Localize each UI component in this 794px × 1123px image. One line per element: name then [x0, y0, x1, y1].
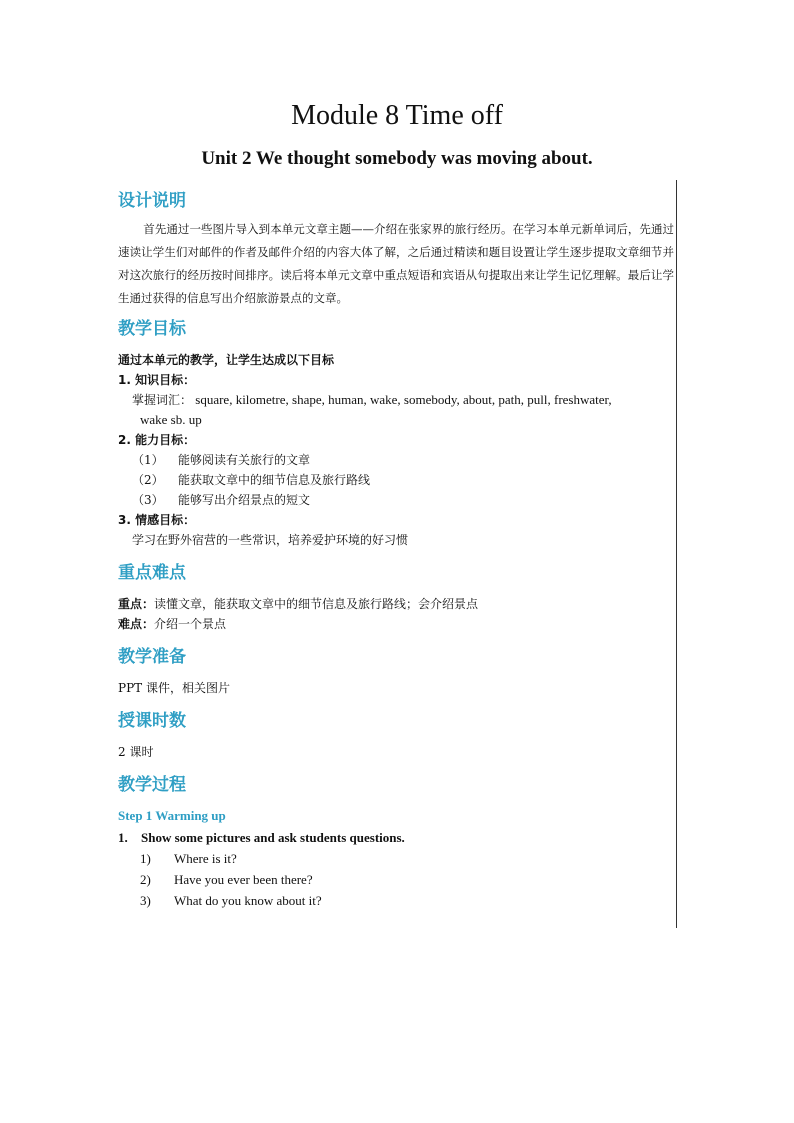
ability-item-num: （2）	[132, 473, 164, 487]
ability-item-text: 能够写出介绍景点的短文	[178, 493, 311, 507]
ability-item	[118, 470, 674, 490]
hours-text: 2 课时	[118, 745, 154, 759]
difficulty-line	[118, 614, 674, 634]
key-point-label: 重点：	[118, 597, 155, 611]
process-item	[118, 828, 674, 848]
knowledge-goal-label: 1. 知识目标：	[118, 373, 196, 387]
ability-goal-label: 2. 能力目标：	[118, 433, 196, 447]
document-title: Module 8 Time off	[291, 100, 503, 131]
ability-item-text: 能够阅读有关旅行的文章	[178, 453, 311, 467]
step-1-heading: Step 1 Warming up	[118, 808, 226, 823]
question-item	[118, 848, 674, 869]
section-heading-process: 教学过程	[118, 775, 186, 795]
ability-item-num: （1）	[132, 453, 164, 467]
process-item-text: Show some pictures and ask students questions.	[141, 830, 405, 845]
question-num: 1)	[140, 851, 151, 866]
lesson-plan-body	[118, 188, 674, 911]
process-item-num: 1.	[118, 830, 128, 845]
difficulty-text: 介绍一个景点	[154, 617, 227, 631]
question-text: Have you ever been there?	[174, 872, 313, 887]
section-heading-design: 设计说明	[118, 191, 186, 211]
emotion-goal-label: 3. 情感目标：	[118, 513, 196, 527]
goals-intro: 通过本单元的教学，让学生达成以下目标	[118, 353, 335, 367]
vocab-line-2: wake sb. up	[140, 412, 202, 427]
ability-item-text: 能获取文章中的细节信息及旅行路线	[178, 473, 371, 487]
ability-item-num: （3）	[132, 493, 164, 507]
question-num: 2)	[140, 872, 151, 887]
unit-subtitle: Unit 2 We thought somebody was moving about.	[201, 148, 593, 169]
section-heading-goals: 教学目标	[118, 319, 186, 339]
ability-item	[118, 490, 674, 510]
section-heading-key-points: 重点难点	[118, 563, 186, 583]
question-item	[118, 869, 674, 890]
ability-item	[118, 450, 674, 470]
margin-rule	[676, 180, 677, 928]
question-text: What do you know about it?	[174, 893, 322, 908]
key-point-text: 读懂文章，能获取文章中的细节信息及旅行路线；会介绍景点	[154, 597, 479, 611]
design-paragraph: 首先通过一些图片导入到本单元文章主题——介绍在张家界的旅行经历。在学习本单元新单词后，先通过速读让学生们对邮件的作者及邮件介绍的内容大体了解，之后通过精读和题目设置让学生逐步提取文章细节并对这次旅行的经历按时间排序。读后将本单元文章中重点短语和宾语从句提取出来让学生记忆理解。最后让学生通过获得的信息写出介绍旅游景点的文章。	[118, 222, 674, 305]
difficulty-label: 难点：	[118, 617, 155, 631]
section-heading-hours: 授课时数	[118, 711, 186, 731]
section-heading-prep: 教学准备	[118, 647, 186, 667]
key-point-line	[118, 594, 674, 614]
vocab-words: square, kilometre, shape, human, wake, somebody, about, path, pull, freshwater,	[192, 392, 612, 407]
prep-text: PPT 课件，相关图片	[118, 681, 230, 695]
vocab-line	[118, 390, 674, 410]
emotion-goal-text: 学习在野外宿营的一些常识，培养爱护环境的好习惯	[132, 533, 409, 547]
question-item	[118, 890, 674, 911]
vocab-prefix: 掌握词汇：	[132, 393, 193, 407]
question-text: Where is it?	[174, 851, 237, 866]
question-num: 3)	[140, 893, 151, 908]
